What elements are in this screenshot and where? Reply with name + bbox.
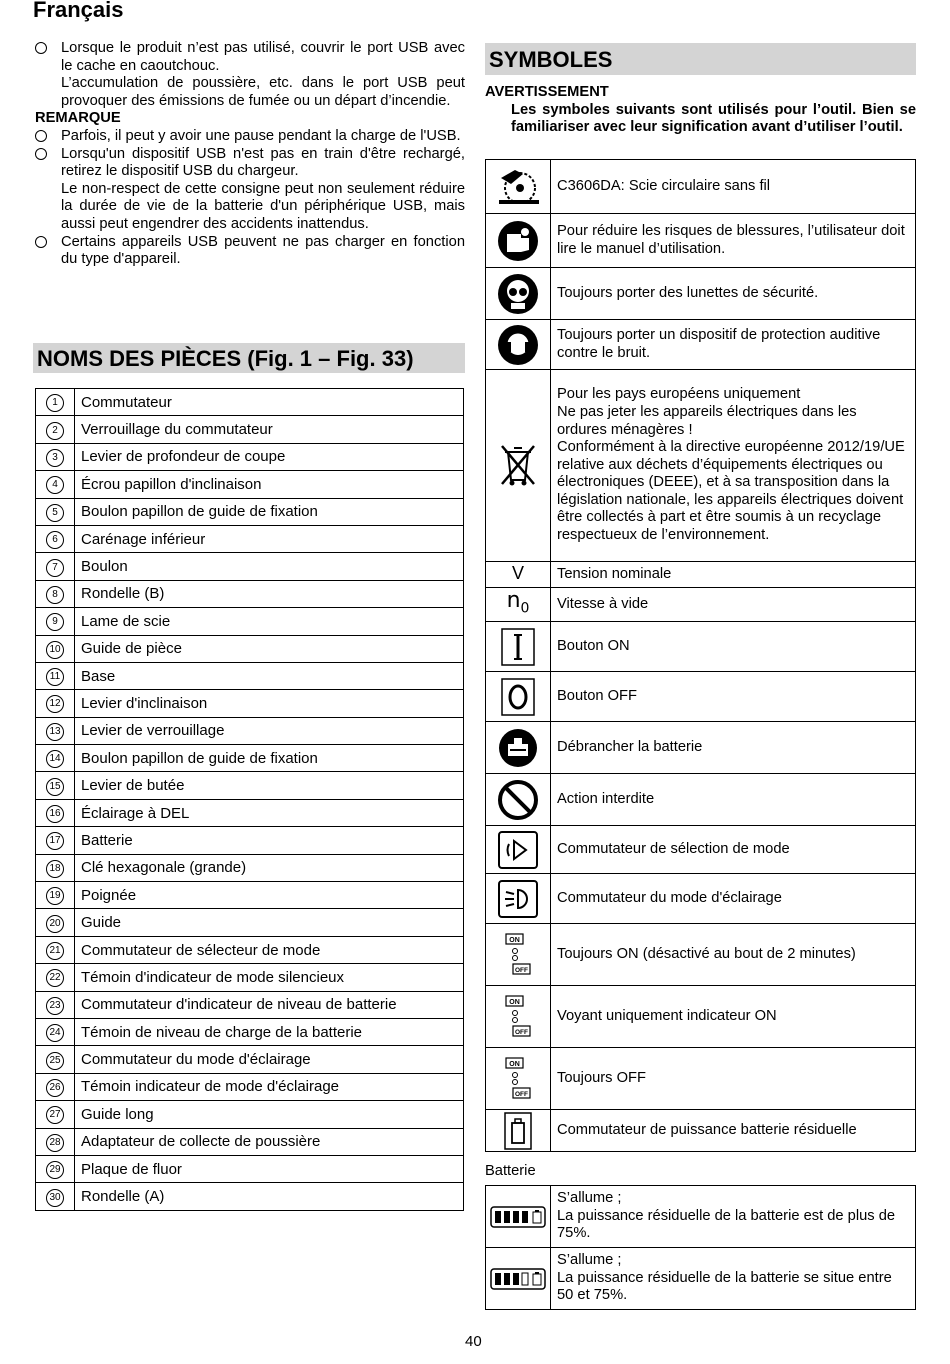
part-number: 10 [46,641,64,659]
prohibited-icon [497,791,539,807]
part-number: 5 [46,504,64,522]
parts-row [36,717,464,744]
part-number: 29 [46,1161,64,1179]
parts-row [36,936,464,963]
switch-on-off-icon [505,1060,531,1098]
symbol-description: Commutateur de sélection de mode [551,826,916,874]
battery-description: S’allume ; La puissance résiduelle de la batterie se situe entre 50 et 75%. [551,1248,916,1310]
battery-icon-cell [486,1248,551,1310]
bullet-circle-icon [35,42,47,54]
note-bullet [35,128,465,146]
mode-select-icon [498,841,538,857]
part-number: 3 [46,449,64,467]
part-number-cell [36,690,75,717]
part-name: Commutateur de sélecteur de mode [75,936,464,963]
part-name: Verrouillage du commutateur [75,416,464,443]
symbols-table [485,159,916,1152]
part-name: Éclairage à DEL [75,799,464,826]
bullet-circle-icon [35,130,47,142]
part-number-cell [36,662,75,689]
part-name: Adaptateur de collecte de poussière [75,1128,464,1155]
parts-row [36,799,464,826]
part-number-cell [36,882,75,909]
part-number-cell [36,416,75,443]
symbol-row [486,774,916,826]
symbol-row [486,160,916,214]
symbol-icon-cell [486,214,551,268]
part-number: 8 [46,586,64,604]
part-number: 9 [46,613,64,631]
usb-notes [35,40,465,269]
svg-text:ON: ON [509,998,520,1006]
part-name: Levier de butée [75,772,464,799]
symbol-description: Toujours OFF [551,1048,916,1110]
parts-row [36,580,464,607]
parts-row [36,882,464,909]
svg-text:OFF: OFF [515,1028,528,1036]
symbol-description: Bouton OFF [551,672,916,722]
remark-heading: REMARQUE [35,110,121,127]
part-number: 14 [46,750,64,768]
parts-row [36,827,464,854]
part-name: Boulon papillon de guide de fixation [75,498,464,525]
parts-row [36,608,464,635]
part-name: Base [75,662,464,689]
parts-row [36,662,464,689]
note-text: Parfois, il peut y avoir une pause pendant la charge de l'USB. [61,127,461,144]
part-number: 4 [46,476,64,494]
part-number: 17 [46,832,64,850]
symbol-description: C3606DA: Scie circulaire sans fil [551,160,916,214]
symbol-row [486,622,916,672]
battery-row [486,1248,916,1310]
parts-row [36,964,464,991]
bullet-circle-icon [35,148,47,160]
symbol-row [486,826,916,874]
symbol-icon-cell [486,1110,551,1152]
symbol-description: Toujours porter un dispositif de protection auditive contre le bruit. [551,320,916,370]
part-number: 28 [46,1134,64,1152]
note-continuation: Le non-respect de cette consigne peut non seulement réduire la durée de vie de la batterie d'un périphérique USB, mais aussi peut engendrer des accidents inattendus. [61,180,465,232]
part-name: Témoin de niveau de charge de la batterie [75,1018,464,1045]
symbol-row [486,986,916,1048]
part-number-cell [36,936,75,963]
part-number-cell [36,635,75,662]
part-name: Levier de profondeur de coupe [75,443,464,470]
battery-description: S’allume ; La puissance résiduelle de la batterie est de plus de 75%. [551,1186,916,1248]
part-number-cell [36,1073,75,1100]
read-manual-icon [497,232,539,248]
symbol-icon-cell [486,370,551,562]
symbol-row [486,1048,916,1110]
part-name: Commutateur d'indicateur de niveau de batterie [75,991,464,1018]
symbol-description: Débrancher la batterie [551,722,916,774]
part-number-cell [36,745,75,772]
battery-icon-cell [486,1186,551,1248]
part-number: 19 [46,887,64,905]
parts-row [36,909,464,936]
part-name: Carénage inférieur [75,525,464,552]
parts-row [36,1073,464,1100]
battery-row [486,1186,916,1248]
part-number-cell [36,1128,75,1155]
part-number: 16 [46,805,64,823]
symbol-row [486,722,916,774]
part-name: Témoin indicateur de mode d'éclairage [75,1073,464,1100]
speed-symbol: n [506,587,521,613]
note-text: Lorsqu'un dispositif USB n'est pas en train d'être rechargé, retirez le dispositif USB du chargeur. [61,145,465,180]
symbol-row [486,370,916,562]
part-number-cell [36,964,75,991]
part-number-cell [36,1155,75,1182]
parts-row [36,471,464,498]
part-name: Commutateur du mode d'éclairage [75,1046,464,1073]
symbol-description: Bouton ON [551,622,916,672]
part-number: 6 [46,531,64,549]
light-mode-icon [498,890,538,906]
symbol-icon-cell [486,160,551,214]
symbol-icon-cell [486,588,551,622]
part-number-cell [36,553,75,580]
part-number: 24 [46,1024,64,1042]
note-text: Certains appareils USB peuvent ne pas charger en fonction du type d'appareil. [61,233,465,268]
part-name: Guide long [75,1101,464,1128]
parts-row [36,1101,464,1128]
symbols-section-title: SYMBOLES [485,43,916,75]
part-number-cell [36,580,75,607]
part-number-cell [36,827,75,854]
svg-text:OFF: OFF [515,1090,528,1098]
part-name: Batterie [75,827,464,854]
svg-text:ON: ON [509,1060,520,1068]
part-number-cell [36,909,75,936]
svg-text:OFF: OFF [515,966,528,974]
part-number: 30 [46,1189,64,1207]
part-number-cell [36,772,75,799]
part-number: 26 [46,1079,64,1097]
parts-row [36,553,464,580]
part-number-cell [36,471,75,498]
symbol-description: Action interdite [551,774,916,826]
symbol-description: Voyant uniquement indicateur ON [551,986,916,1048]
parts-row [36,635,464,662]
part-number: 12 [46,695,64,713]
circular-saw-icon [493,178,543,194]
safety-glasses-icon [497,285,539,301]
part-number: 23 [46,997,64,1015]
symbol-row [486,588,916,622]
symbol-icon-cell [486,722,551,774]
parts-table [35,388,464,1211]
part-number-cell [36,525,75,552]
power-on-icon [501,638,535,654]
parts-row [36,991,464,1018]
part-number: 7 [46,559,64,577]
part-name: Levier de verrouillage [75,717,464,744]
part-number-cell [36,991,75,1018]
part-number: 27 [46,1106,64,1124]
switch-on-off-icon [505,998,531,1036]
part-name: Levier d'inclinaison [75,690,464,717]
part-name: Commutateur [75,389,464,416]
note-bullet [35,234,465,269]
symbol-row [486,1110,916,1152]
part-name: Témoin d'indicateur de mode silencieux [75,964,464,991]
symbol-row [486,268,916,320]
parts-row [36,416,464,443]
part-number: 22 [46,969,64,987]
parts-row [36,389,464,416]
part-number: 25 [46,1052,64,1070]
power-off-icon [501,688,535,704]
symbol-icon-cell [486,622,551,672]
weee-bin-icon [498,457,538,473]
battery-table [485,1185,916,1310]
parts-row [36,1018,464,1045]
symbol-description: Pour réduire les risques de blessures, l’utilisateur doit lire le manuel d’utilisation. [551,214,916,268]
symbol-icon-cell [486,1048,551,1110]
part-number: 13 [46,723,64,741]
part-number: 21 [46,942,64,960]
warning-block [485,84,916,137]
part-number: 15 [46,778,64,796]
symbol-row [486,320,916,370]
part-number-cell [36,1046,75,1073]
symbol-row [486,924,916,986]
note-continuation: L’accumulation de poussière, etc. dans le port USB peut provoquer des émissions de fumée ou un départ d’incendie. [61,75,465,109]
part-name: Lame de scie [75,608,464,635]
ear-protection-icon [497,336,539,352]
part-number: 2 [46,422,64,440]
part-name: Plaque de fluor [75,1155,464,1182]
battery-label: Batterie [485,1163,536,1179]
part-number-cell [36,799,75,826]
part-number-cell [36,1101,75,1128]
part-name: Clé hexagonale (grande) [75,854,464,881]
symbol-icon-cell [486,826,551,874]
parts-section-title: NOMS DES PIÈCES (Fig. 1 – Fig. 33) [33,343,465,373]
svg-text:ON: ON [509,936,520,944]
part-number: 11 [46,668,64,686]
warning-text: Les symboles suivants sont utilisés pour l’outil. Bien se familiariser avec leur signification avant d’utiliser l’outil. [511,101,916,136]
symbol-icon-cell [486,874,551,924]
symbol-description: Toujours porter des lunettes de sécurité. [551,268,916,320]
parts-row [36,443,464,470]
part-number-cell [36,1183,75,1210]
part-number-cell [36,608,75,635]
part-number-cell [36,443,75,470]
symbol-description: Pour les pays européens uniquement Ne pas jeter les appareils électriques dans les ordures ménagères ! Conformément à la directive européenne 2012/19/UE relative aux déchets d’équipements électriques ou électroniques (DEEE), et à sa transposition dans la législation nationale, les appareils électriques doivent être collectés à part et être soumis à un recyclage respectueux de l’environnement. [551,370,916,562]
parts-row [36,854,464,881]
battery-level-3-icon [490,1270,546,1286]
parts-row [36,525,464,552]
symbol-icon-cell [486,672,551,722]
note-bullet [35,146,465,181]
symbol-icon-cell [486,986,551,1048]
symbol-icon-cell [486,320,551,370]
part-number: 18 [46,860,64,878]
part-name: Boulon papillon de guide de fixation [75,745,464,772]
voltage-icon: V [511,562,524,583]
parts-row [36,690,464,717]
parts-row [36,772,464,799]
part-number: 1 [46,394,64,412]
part-number-cell [36,854,75,881]
symbol-description: Toujours ON (désactivé au bout de 2 minutes) [551,924,916,986]
part-number: 20 [46,915,64,933]
symbol-icon-cell [486,562,551,588]
parts-row [36,1155,464,1182]
symbol-row [486,672,916,722]
symbol-description: Tension nominale [551,562,916,588]
symbol-row [486,562,916,588]
part-number-cell [36,717,75,744]
part-name: Poignée [75,882,464,909]
parts-row [36,1128,464,1155]
symbol-icon-cell [486,924,551,986]
part-number-cell [36,1018,75,1045]
speed-subscript: 0 [520,599,530,616]
part-name: Boulon [75,553,464,580]
parts-row [36,745,464,772]
symbol-row [486,214,916,268]
symbol-row [486,874,916,924]
symbol-icon-cell [486,774,551,826]
battery-check-icon [504,1122,532,1138]
part-name: Guide [75,909,464,936]
part-number-cell [36,389,75,416]
parts-row [36,1183,464,1210]
note-bullet [35,40,465,75]
part-number-cell [36,498,75,525]
no-load-speed-icon [506,587,530,616]
symbol-description: Commutateur du mode d'éclairage [551,874,916,924]
battery-level-4-icon [490,1208,546,1224]
parts-row [36,1046,464,1073]
switch-on-off-icon [505,936,531,974]
symbol-icon-cell [486,268,551,320]
warning-heading: AVERTISSEMENT [485,84,609,100]
note-text: Lorsque le produit n’est pas utilisé, couvrir le port USB avec le cache en caoutchouc. [61,40,465,74]
symbol-description: Vitesse à vide [551,588,916,622]
language-heading: Français [33,0,124,22]
bullet-circle-icon [35,236,47,248]
part-name: Guide de pièce [75,635,464,662]
symbol-description: Commutateur de puissance batterie résiduelle [551,1110,916,1152]
part-name: Rondelle (A) [75,1183,464,1210]
page-number: 40 [465,1333,482,1350]
part-name: Écrou papillon d'inclinaison [75,471,464,498]
disconnect-battery-icon [498,739,538,755]
part-name: Rondelle (B) [75,580,464,607]
parts-row [36,498,464,525]
